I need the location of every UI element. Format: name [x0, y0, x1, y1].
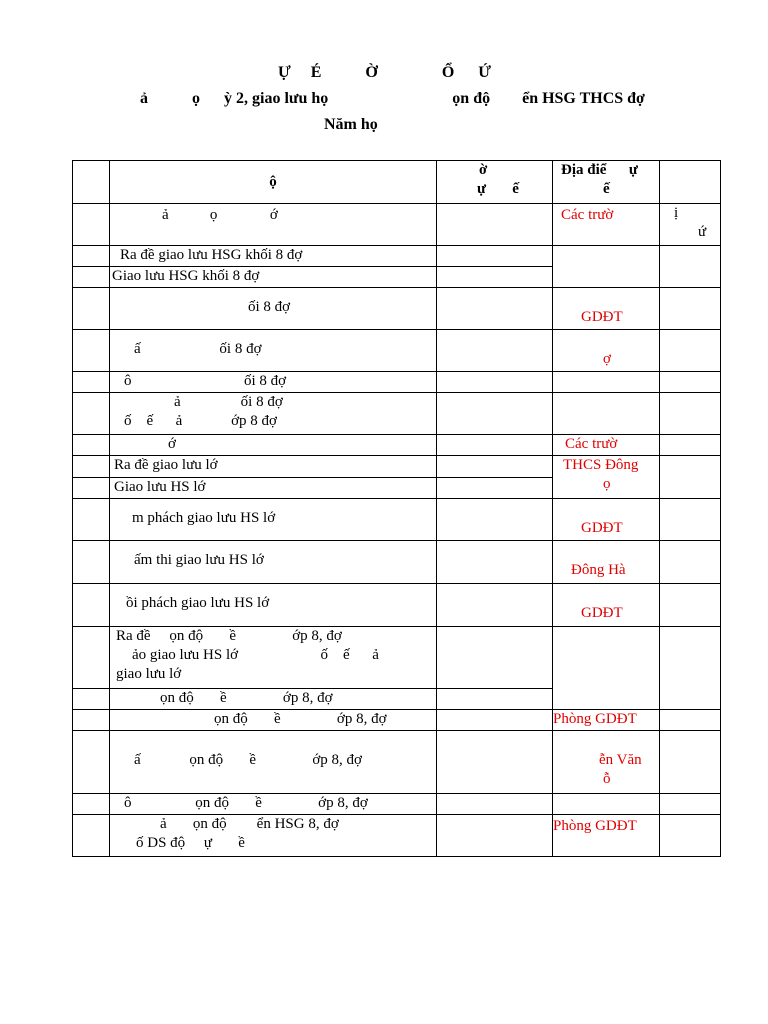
place-cell: Phòng GDĐT	[553, 815, 660, 857]
task-cell: ối 8 đợ	[110, 288, 437, 330]
header-place: Địa điể ự ế	[553, 161, 660, 204]
doc-title: Ự É Ờ Ổ Ứ	[278, 64, 492, 81]
place-cell: GDĐT	[553, 584, 660, 627]
place-cell: Đông Hà	[553, 541, 660, 584]
table-row	[73, 499, 721, 541]
task-cell: Giao lưu HS lớ	[110, 478, 437, 499]
task-cell: Ra đề giao lưu lớ	[110, 456, 437, 478]
task-cell: Giao lưu HSG khối 8 đợ	[110, 267, 437, 288]
task-cell: ả ọn độ ển HSG 8, đợ ố DS độ ự ề	[110, 815, 437, 857]
task-cell: ô ối 8 đợ	[110, 372, 437, 393]
table-row	[73, 393, 721, 435]
table-row	[73, 330, 721, 372]
task-cell: ọn độ ề ớp 8, đợ	[110, 710, 437, 731]
table-row	[73, 456, 721, 478]
table-row	[73, 541, 721, 584]
place-cell: ễn Văn ỗ	[553, 731, 660, 794]
place-cell: GDĐT	[553, 499, 660, 541]
header-stt	[73, 161, 110, 204]
header-time: ờ ự ế	[437, 161, 553, 204]
place-cell: GDĐT	[553, 288, 660, 330]
task-cell: ả ối 8 đợ ố ế ả ớp 8 đợ	[110, 393, 437, 435]
table-header-row	[73, 161, 721, 204]
task-cell: ô ọn độ ề ớp 8, đợ	[110, 794, 437, 815]
task-cell: Ra đề ọn độ ề ớp 8, đợ ảo giao lưu HS lớ ố ế ả giao lưu lớ	[110, 627, 437, 689]
table-row	[73, 627, 721, 689]
school-year: Năm họ	[324, 116, 378, 133]
table-row	[73, 288, 721, 330]
task-cell: ọn độ ề ớp 8, đợ	[110, 689, 437, 710]
table-row	[73, 584, 721, 627]
task-cell: ấm thi giao lưu HS lớ	[110, 541, 437, 584]
schedule-table	[72, 160, 721, 857]
task-cell: ả ọ ớ	[110, 204, 437, 246]
task-cell: ồi phách giao lưu HS lớ	[110, 584, 437, 627]
table-row	[73, 731, 721, 794]
table-row	[73, 204, 721, 246]
task-cell: Ra đề giao lưu HSG khối 8 đợ	[110, 246, 437, 267]
place-cell: Các trườ	[553, 204, 660, 246]
header-note	[660, 161, 721, 204]
table-row	[73, 794, 721, 815]
place-cell: Phòng GDĐT	[553, 710, 660, 731]
note-cell: ị ứ	[660, 204, 721, 246]
place-cell: THCS Đông ọ	[553, 456, 660, 499]
doc-subtitle: ả ọ ỳ 2, giao lưu họ ọn độ ển HSG THCS đợ	[140, 90, 645, 107]
table-row	[73, 372, 721, 393]
table-row	[73, 815, 721, 857]
header-content: ộ	[110, 161, 437, 204]
place-cell: ợ	[553, 330, 660, 372]
task-cell: ớ	[110, 435, 437, 456]
place-cell: Các trườ	[553, 435, 660, 456]
table-row	[73, 435, 721, 456]
task-cell: ấ ọn độ ề ớp 8, đợ	[110, 731, 437, 794]
task-cell: ấ ối 8 đợ	[110, 330, 437, 372]
table-row	[73, 246, 721, 267]
table-row	[73, 710, 721, 731]
task-cell: m phách giao lưu HS lớ	[110, 499, 437, 541]
